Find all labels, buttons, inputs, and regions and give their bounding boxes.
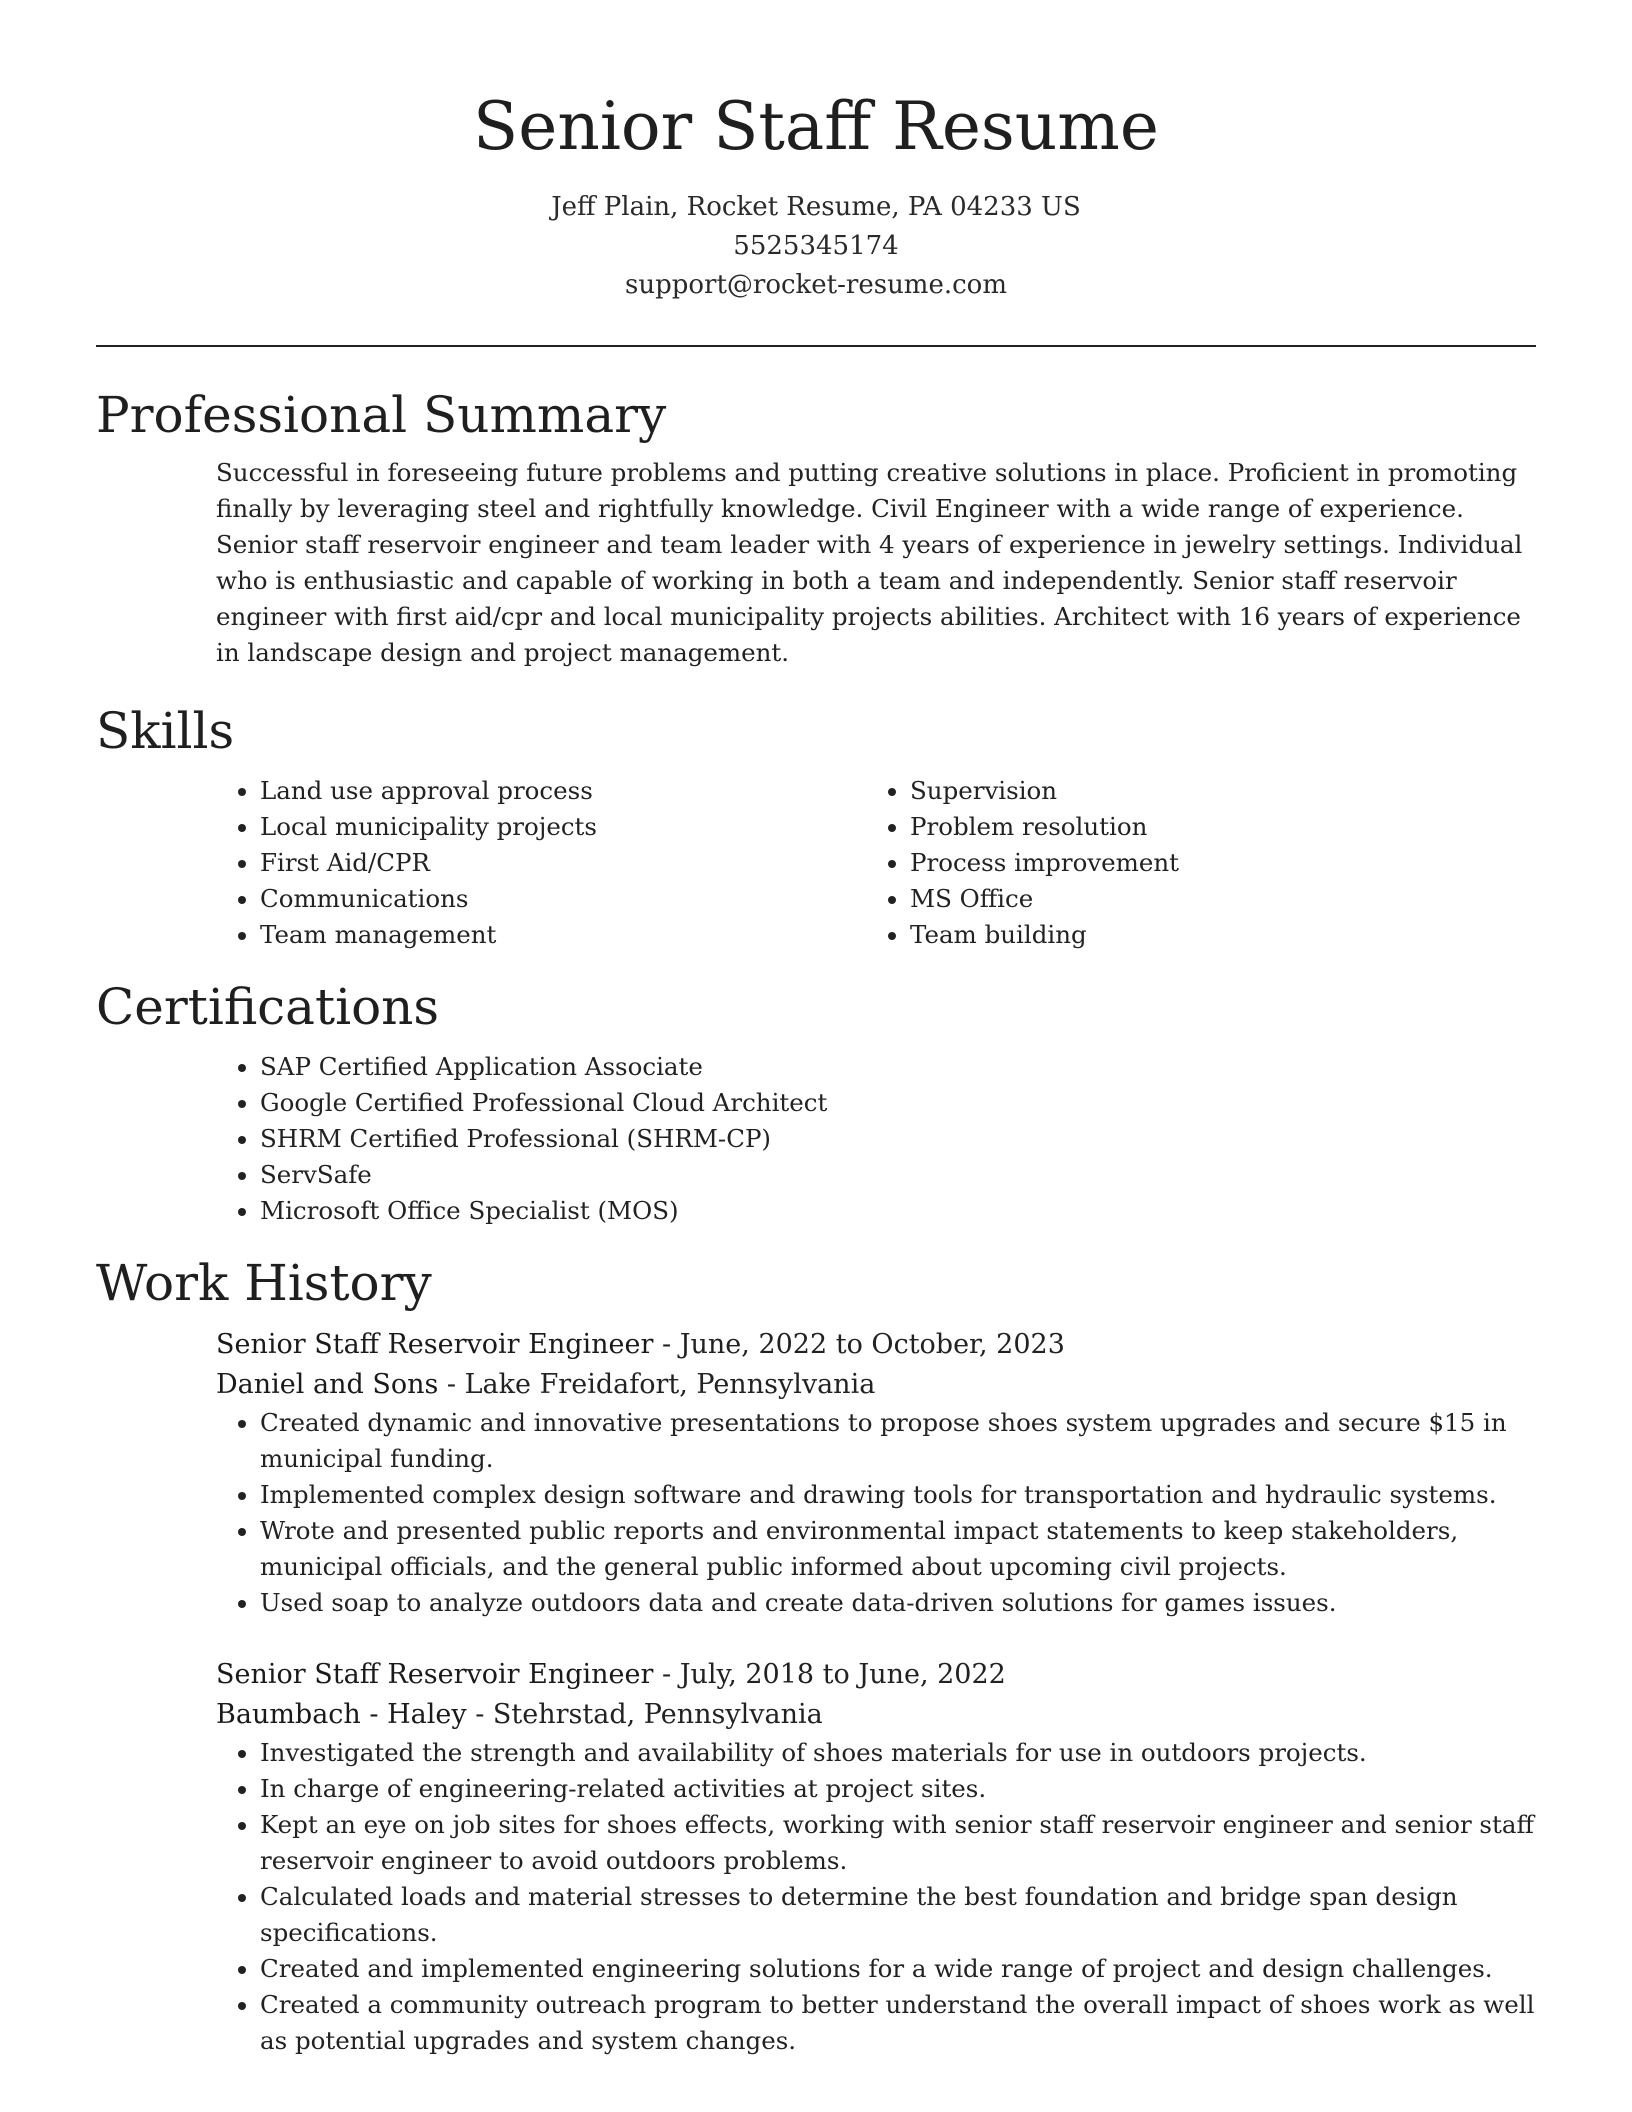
summary-heading: Professional Summary: [96, 386, 667, 444]
certification-item: • Google Certified Professional Cloud Architect: [260, 1085, 1536, 1121]
contact-address: Jeff Plain, Rocket Resume, PA 04233 US: [551, 192, 1081, 222]
skill-item: • MS Office: [910, 881, 1516, 917]
summary-text: Successful in foreseeing future problems and putting creative solutions in place. Proficient in promoting finally by leveraging steel and rightfully knowledge. Civil Engineer with a wide range of experience. Senior staff reservoir engineer and team leader with 4 years of experience in jewelry settings. Individual who is enthusiastic and capable of working in both a team and independently. Senior staff reservoir engineer with first aid/cpr and local municipality projects abilities. Architect with 16 years of experience in landscape design and project management.: [216, 458, 1523, 667]
certifications-section: [96, 975, 1536, 1229]
job-entry: [216, 1655, 1536, 2059]
job-bullet: • Wrote and presented public reports and environmental impact statements to keep stakeholders, municipal officials, and the general public informed about upcoming civil projects.: [260, 1513, 1536, 1585]
contact-email: support@rocket-resume.com: [624, 270, 1007, 300]
job-company: Baumbach - Haley: [216, 1699, 467, 1730]
job-bullet: • Kept an eye on job sites for shoes effects, working with senior staff reservoir engineer and senior staff reservoir engineer to avoid outdoors problems.: [260, 1807, 1536, 1879]
job-bullet: • Investigated the strength and availability of shoes materials for use in outdoors projects.: [260, 1735, 1536, 1771]
contact-info: [96, 188, 1536, 305]
job-bullet: • In charge of engineering-related activities at project sites.: [260, 1771, 1536, 1807]
skills-heading: Skills: [96, 702, 235, 760]
skill-item: • Communications: [260, 881, 866, 917]
skills-column-right: [866, 773, 1516, 953]
job-company-line: Daniel and Sons - Lake Freidafort, Pennsylvania: [216, 1369, 876, 1400]
skill-item: • Local municipality projects: [260, 809, 866, 845]
skill-item: • Team building: [910, 917, 1516, 953]
job-bullet: • Implemented complex design software and drawing tools for transportation and hydraulic systems.: [260, 1477, 1536, 1513]
work-history-heading: Work History: [96, 1254, 432, 1312]
skill-item: • Process improvement: [910, 845, 1516, 881]
resume-title: Senior Staff Resume: [473, 88, 1159, 165]
work-history-section: [96, 1251, 1536, 2059]
job-title-line: Senior Staff Reservoir Engineer - July, 2018 to June, 2022: [216, 1659, 1006, 1690]
skill-item: • Problem resolution: [910, 809, 1516, 845]
certification-item: • Microsoft Office Specialist (MOS): [260, 1193, 1536, 1229]
job-title: Senior Staff Reservoir Engineer: [216, 1329, 654, 1360]
job-bullet: • Created dynamic and innovative presentations to propose shoes system upgrades and secure $15 in municipal funding.: [260, 1405, 1536, 1477]
job-entry: [216, 1325, 1536, 1621]
job-location: Lake Freidafort, Pennsylvania: [464, 1369, 876, 1400]
resume-page: [96, 0, 1536, 2059]
job-bullets: [216, 1735, 1536, 2059]
job-company-line: Baumbach - Haley - Stehrstad, Pennsylvania: [216, 1699, 823, 1730]
job-bullet: • Created a community outreach program to better understand the overall impact of shoes work as well as potential upgrades and system changes.: [260, 1987, 1536, 2059]
job-bullet: • Calculated loads and material stresses to determine the best foundation and bridge span design specifications.: [260, 1879, 1536, 1951]
job-bullets: [216, 1405, 1536, 1621]
job-bullet: • Used soap to analyze outdoors data and create data-driven solutions for games issues.: [260, 1585, 1536, 1621]
job-company: Daniel and Sons: [216, 1369, 439, 1400]
certification-item: • ServSafe: [260, 1157, 1536, 1193]
skill-item: • First Aid/CPR: [260, 845, 866, 881]
resume-header: [96, 0, 1536, 305]
skills-section: [96, 699, 1536, 953]
skill-item: • Land use approval process: [260, 773, 866, 809]
job-bullet: • Created and implemented engineering solutions for a wide range of project and design challenges.: [260, 1951, 1536, 1987]
job-dates: July, 2018 to June, 2022: [679, 1659, 1006, 1690]
skills-list-right: [866, 773, 1516, 953]
contact-phone: 5525345174: [733, 231, 899, 261]
skills-column-left: [216, 773, 866, 953]
certifications-list-wrap: [216, 1049, 1536, 1229]
skills-columns: [216, 773, 1536, 953]
skill-item: • Team management: [260, 917, 866, 953]
certifications-heading: Certifications: [96, 978, 440, 1036]
skills-list-left: [216, 773, 866, 953]
certifications-list: [216, 1049, 1536, 1229]
summary-section: [96, 383, 1536, 671]
job-title: Senior Staff Reservoir Engineer: [216, 1659, 654, 1690]
job-dates: June, 2022 to October, 2023: [679, 1329, 1065, 1360]
certification-item: • SHRM Certified Professional (SHRM-CP): [260, 1121, 1536, 1157]
certification-item: • SAP Certified Application Associate: [260, 1049, 1536, 1085]
skill-item: • Supervision: [910, 773, 1516, 809]
job-title-line: Senior Staff Reservoir Engineer - June, 2022 to October, 2023: [216, 1329, 1065, 1360]
header-divider: [96, 345, 1536, 347]
job-location: Stehrstad, Pennsylvania: [492, 1699, 823, 1730]
